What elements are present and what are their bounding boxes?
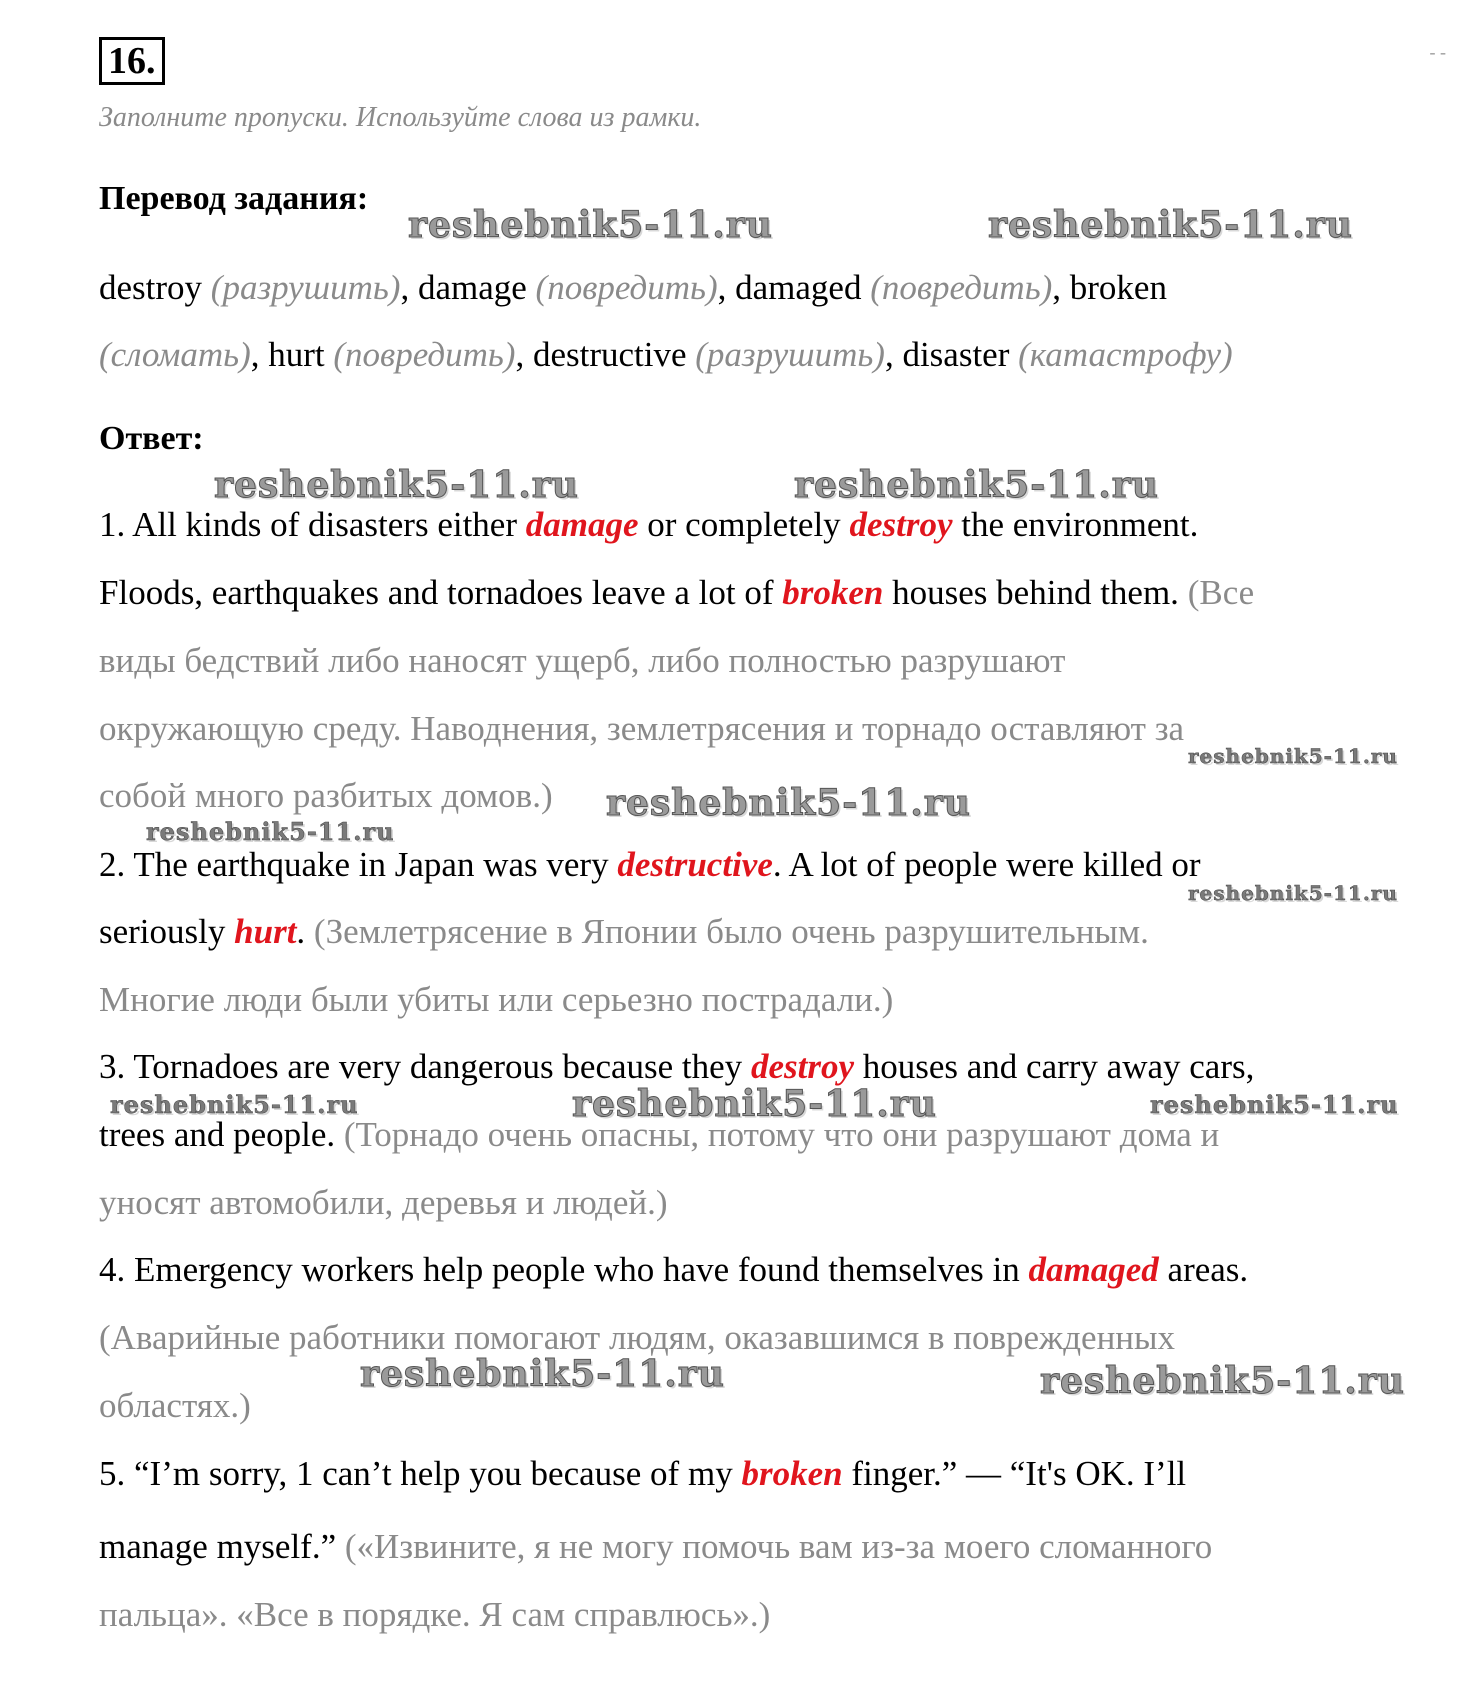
answer-3-text-a: 3. Tornadoes are very dangerous because they [99, 1047, 751, 1086]
answer-2-word-1: destructive [617, 845, 773, 884]
answer-2-ru-a: (Землетрясение в Японии было очень разрушительным. [313, 912, 1149, 951]
answer-2-text-b: . A lot of people were killed or [772, 845, 1201, 884]
answer-3-text-c: trees and people. [99, 1115, 344, 1154]
word-broken: broken [1069, 268, 1167, 307]
answer-3-ru-line-2: уносят автомобили, деревья и людей.) [99, 1183, 668, 1222]
answer-1-word-1: damage [525, 505, 639, 544]
word-disaster-translation: (катастрофу) [1018, 335, 1233, 374]
answer-5-ru-line-2: пальца». «Все в порядке. Я сам справлюсь».) [99, 1595, 771, 1634]
watermark: reshebnik5-11.ru [146, 817, 395, 846]
answer-4-text-b: areas. [1158, 1250, 1249, 1289]
watermark: reshebnik5-11.ru [1188, 744, 1398, 768]
answer-2-word-2: hurt [234, 912, 297, 951]
watermark: reshebnik5-11.ru [1188, 881, 1398, 905]
watermark: reshebnik5-11.ru [988, 204, 1353, 246]
answer-2-text-a: 2. The earthquake in Japan was very [99, 845, 618, 884]
answer-5-line-2 [99, 1527, 1212, 1567]
answer-5-text-b: finger.” — “It's OK. I’ll [842, 1454, 1187, 1493]
word-destroy: destroy [99, 268, 203, 307]
watermark: reshebnik5-11.ru [1040, 1360, 1405, 1402]
word-list-line-2: (сломать), hurt (повредить), destructive (разрушить), disaster (катастрофу) [99, 335, 1233, 374]
watermark: reshebnik5-11.ru [408, 204, 773, 246]
word-destructive: destructive [532, 335, 687, 374]
word-hurt-translation: (повредить) [333, 335, 516, 374]
answer-1-text-a: 1. All kinds of disasters either [99, 505, 526, 544]
answer-3-line-1 [99, 1047, 1254, 1087]
watermark: reshebnik5-11.ru [572, 1083, 937, 1125]
answer-3-word-1: destroy [750, 1047, 854, 1086]
watermark: reshebnik5-11.ru [1150, 1090, 1399, 1119]
answer-2-line-1 [99, 845, 1201, 885]
answer-4-line-1 [99, 1250, 1248, 1290]
watermark: reshebnik5-11.ru [606, 782, 971, 824]
watermark: reshebnik5-11.ru [794, 464, 1159, 506]
answer-1-text-d: Floods, earthquakes and tornadoes leave a lot of [99, 573, 783, 612]
answer-5-text-c: manage myself.” [99, 1527, 345, 1566]
instruction-text: Заполните пропуски. Используйте слова из рамки. [99, 102, 702, 133]
answer-1-text-e: houses behind them. [883, 573, 1188, 612]
watermark: reshebnik5-11.ru [110, 1090, 359, 1119]
answer-2-text-d: . [296, 912, 314, 951]
watermark: reshebnik5-11.ru [214, 464, 579, 506]
answer-1-ru-line-4: собой много разбитых домов.) [99, 776, 553, 815]
answer-3-ru-a: (Торнадо очень опасны, потому что они разрушают дома и [343, 1115, 1220, 1154]
answer-1-line-2 [99, 573, 1254, 613]
answer-2-ru-line-2: Многие люди были убиты или серьезно пострадали.) [99, 980, 894, 1019]
answer-1-ru-line-2: виды бедствий либо наносят ущерб, либо полностью разрушают [99, 641, 1066, 680]
word-disaster: disaster [902, 335, 1010, 374]
answer-1-word-2: destroy [849, 505, 953, 544]
word-damage: damage [417, 268, 527, 307]
word-damaged: damaged [735, 268, 862, 307]
word-broken-translation: (сломать) [99, 335, 251, 374]
word-destructive-translation: (разрушить) [695, 335, 885, 374]
answer-5-word-1: broken [741, 1454, 843, 1493]
answer-1-ru-line-3: окружающую среду. Наводнения, землетрясения и торнадо оставляют за [99, 709, 1185, 748]
exercise-number: 16. [99, 37, 165, 85]
answer-2-text-c: seriously [99, 912, 235, 951]
answer-4-word-1: damaged [1028, 1250, 1159, 1289]
answer-1-word-3: broken [782, 573, 884, 612]
answer-heading: Ответ: [99, 420, 204, 457]
answer-1-text-b: or completely [638, 505, 850, 544]
translation-heading: Перевод задания: [99, 180, 369, 217]
word-damaged-translation: (повредить) [870, 268, 1053, 307]
answer-1-text-c: the environment. [952, 505, 1199, 544]
answer-5-line-1 [99, 1454, 1186, 1494]
word-damage-translation: (повредить) [535, 268, 718, 307]
watermark: reshebnik5-11.ru [360, 1353, 725, 1395]
corner-mark: - - [1429, 42, 1446, 62]
word-destroy-translation: (разрушить) [210, 268, 401, 307]
answer-4-ru-line-1: (Аварийные работники помогают людям, оказавшимся в поврежденных [99, 1318, 1176, 1357]
answer-5-text-a: 5. “I’m sorry, 1 can’t help you because of my [99, 1454, 742, 1493]
answer-2-line-2 [99, 912, 1149, 952]
answer-5-ru-a: («Извините, я не могу помочь вам из-за моего сломанного [344, 1527, 1213, 1566]
word-list-line-1: destroy (разрушить), damage (повредить), damaged (повредить), broken [99, 268, 1167, 307]
answer-3-text-b: houses and carry away cars, [853, 1047, 1255, 1086]
word-hurt: hurt [268, 335, 325, 374]
answer-4-ru-line-2: областях.) [99, 1386, 251, 1425]
answer-1-line-1 [99, 505, 1198, 545]
answer-4-text-a: 4. Emergency workers help people who have found themselves in [99, 1250, 1029, 1289]
answer-1-ru-a: (Все [1187, 573, 1255, 612]
